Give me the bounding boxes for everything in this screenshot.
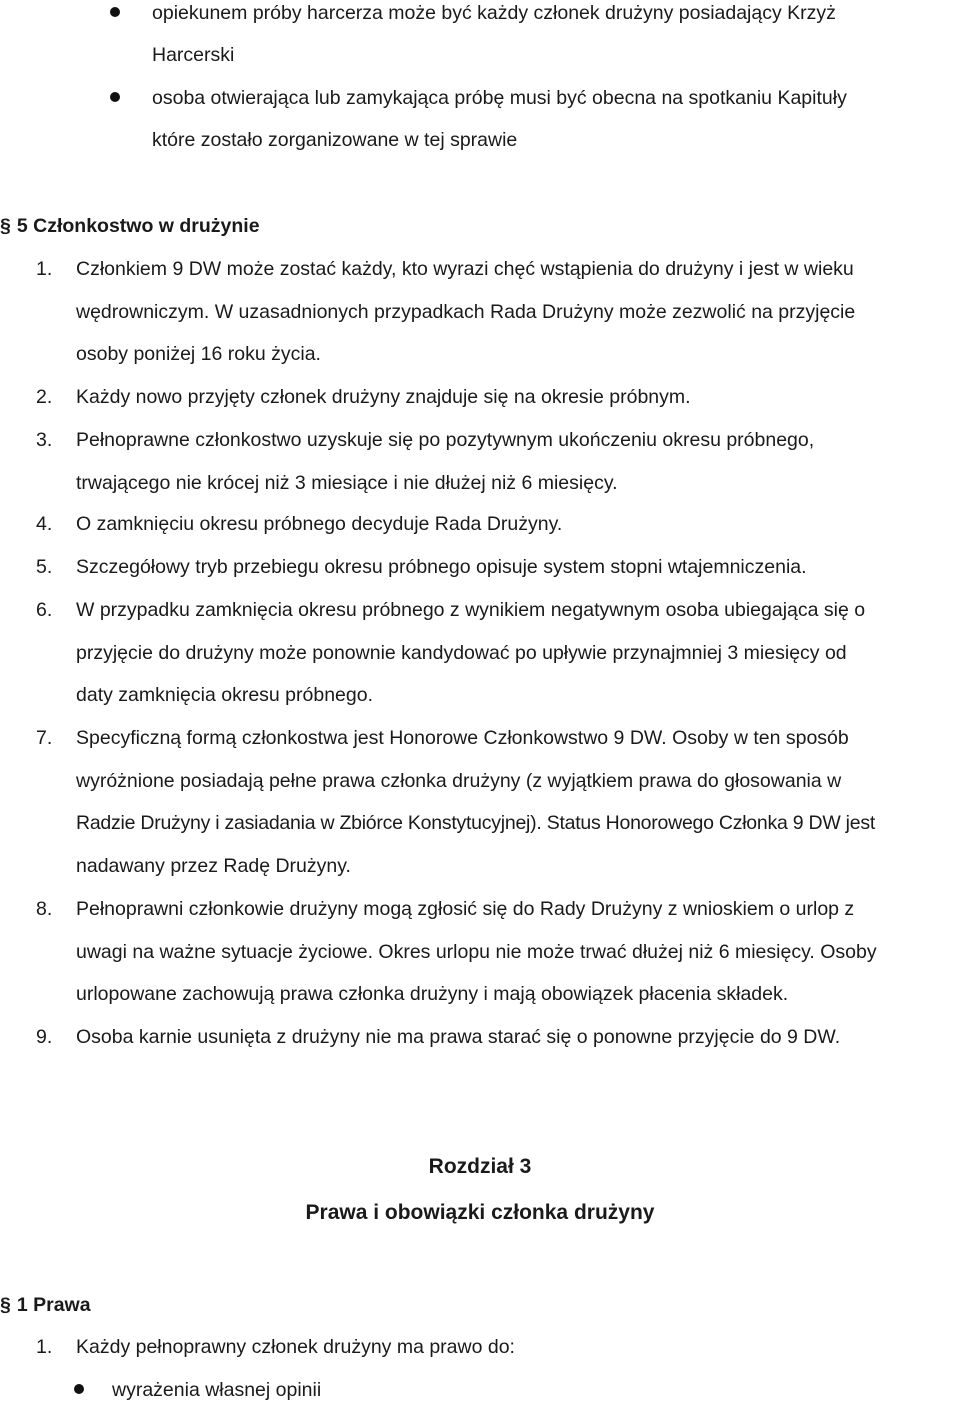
item-number: 1. (36, 1336, 53, 1358)
section-symbol: § (0, 1294, 11, 1316)
bullet-text: które zostało zorganizowane w tej sprawie (152, 129, 518, 151)
item-number: 9. (36, 1026, 53, 1048)
list-item (36, 1016, 958, 1059)
list-item (36, 248, 958, 376)
item-number: 5. (36, 556, 53, 578)
item-text: Pełnoprawne członkostwo uzyskuje się po pozytywnym ukończeniu okresu próbnego, (76, 429, 815, 451)
item-text: W przypadku zamknięcia okresu próbnego z wynikiem negatywnym osoba ubiegająca się o (76, 599, 866, 621)
item-number: 7. (36, 727, 53, 749)
bullet-icon (74, 1384, 84, 1394)
chapter-title: Rozdział 3 (428, 1155, 532, 1178)
item-text: O zamknięciu okresu próbnego decyduje Rada Drużyny. (76, 513, 563, 535)
bullet-icon (110, 92, 120, 102)
list-item (36, 589, 958, 717)
item-text: nadawany przez Radę Drużyny. (76, 854, 351, 877)
bullet-text: Harcerski (152, 44, 235, 66)
item-number: 4. (36, 513, 53, 535)
chapter-subtitle: Prawa i obowiązki członka drużyny (305, 1201, 655, 1224)
bullet-item (74, 1369, 934, 1411)
bullet-text: osoba otwierająca lub zamykająca próbę musi być obecna na spotkaniu Kapituły (152, 87, 847, 109)
bullet-text: opiekunem próby harcerza może być każdy członek drużyny posiadający Krzyż (152, 2, 836, 24)
list-item (36, 888, 958, 1016)
list-item (36, 503, 958, 546)
item-number: 8. (36, 898, 53, 920)
item-number: 2. (36, 386, 53, 408)
item-number: 1. (36, 258, 53, 280)
list-item (36, 419, 958, 504)
bullet-item (110, 0, 930, 76)
section-heading (0, 1291, 91, 1319)
list-item (36, 546, 958, 589)
list-item (36, 376, 958, 419)
item-text: wędrowniczym. W uzasadnionych przypadkach Rada Drużyny może zezwolić na przyjęcie (76, 300, 856, 323)
item-text: uwagi na ważne sytuacje życiowe. Okres urlopu nie może trwać dłużej niż 6 miesięcy. Osoby (76, 940, 877, 963)
item-text: Specyficzną formą członkostwa jest Honorowe Członkowstwo 9 DW. Osoby w ten sposób (76, 727, 849, 749)
bullet-text: wyrażenia własnej opinii (112, 1379, 322, 1401)
item-text: Szczegółowy tryb przebiegu okresu próbnego opisuje system stopni wtajemniczenia. (76, 556, 807, 578)
item-text: Radzie Drużyny i zasiadania w Zbiórce Konstytucyjnej). Status Honorowego Członka 9 DW jest (76, 812, 876, 834)
bullet-item (110, 77, 930, 161)
section-heading (0, 212, 260, 240)
item-text: Osoba karnie usunięta z drużyny nie ma prawa starać się o ponowne przyjęcie do 9 DW. (76, 1026, 841, 1048)
bullet-icon (110, 7, 120, 17)
section-symbol: § (0, 215, 11, 237)
item-text: daty zamknięcia okresu próbnego. (76, 684, 374, 706)
item-text: Członkiem 9 DW może zostać każdy, kto wyrazi chęć wstąpienia do drużyny i jest w wieku (76, 258, 854, 280)
item-text: urlopowane zachowują prawa członka drużyny i mają obowiązek płacenia składek. (76, 983, 789, 1005)
section-title: 1 Prawa (16, 1294, 91, 1316)
item-text: Pełnoprawni członkowie drużyny mogą zgłosić się do Rady Drużyny z wnioskiem o urlop z (76, 898, 855, 920)
item-text: trwającego nie krócej niż 3 miesiące i nie dłużej niż 6 miesięcy. (76, 471, 618, 494)
item-number: 3. (36, 429, 53, 451)
item-text: Każdy nowo przyjęty członek drużyny znajduje się na okresie próbnym. (76, 386, 691, 408)
item-text: przyjęcie do drużyny może ponownie kandydować po upływie przynajmniej 3 miesięcy od (76, 641, 847, 664)
list-item (36, 717, 958, 887)
item-text: wyróżnione posiadają pełne prawa członka drużyny (z wyjątkiem prawa do głosowania w (76, 769, 842, 792)
item-text: osoby poniżej 16 roku życia. (76, 343, 321, 365)
item-text: Każdy pełnoprawny członek drużyny ma prawo do: (76, 1336, 515, 1358)
item-number: 6. (36, 599, 53, 621)
section-title: 5 Członkostwo w drużynie (16, 215, 260, 237)
list-item (36, 1326, 958, 1369)
